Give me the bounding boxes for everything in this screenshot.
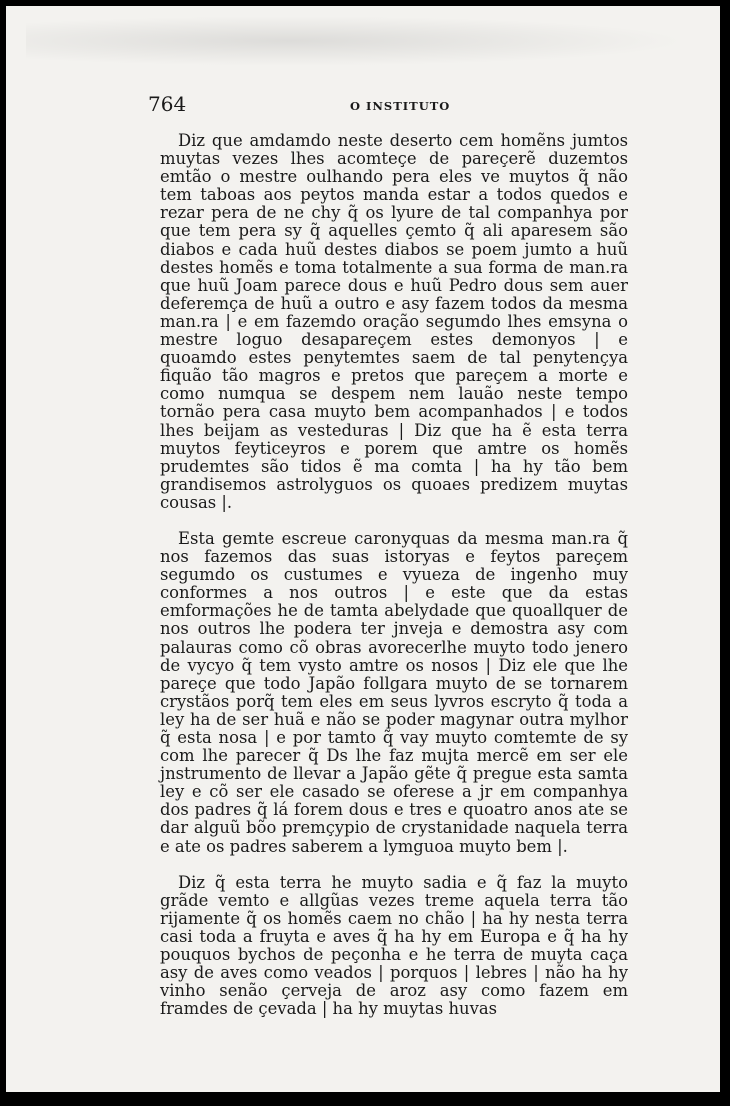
paragraph-2: Esta gemte escreue caronyquas da mesma man.ra q̃ nos fazemos das suas istoryas e feytos pareçem segumdo os custumes e vyueza de ingenho muy conformes a nos outros | e este que da estas emformações he de tamta abelydade que quoallquer de nos outros lhe podera ter jnveja e demostra asy com palauras como cõ obras avorecerlhe muyto todo jenero de vycyo q̃ tem vysto amtre os nosos | Diz ele que lhe pareçe que todo Japão follgara muyto de se tornarem crystãos porq̃ tem eles em seus lyvros escryto q̃ toda a ley ha de ser huã e não se poder magynar outra mylhor q̃ esta nosa | e por tamto q̃ vay muyto comtemte de sy com lhe parecer q̃ Ds lhe faz mujta mercẽ em ser ele jnstrumento de llevar a Japão gẽte q̃ pregue esta samta ley e cõ ser ele casado se oferese a jr em companhya dos padres q̃ lá forem dous e tres e quoatro anos ate se dar alguũ bõo premçypio de crystanidade naquela terra e ate os padres saberem a lymguoa muyto bem |. <box>160 528 628 856</box>
body-text <box>160 132 628 1018</box>
running-title: O INSTITUTO <box>350 99 451 113</box>
page-number: 764 <box>148 92 187 116</box>
paragraph-3: Diz q̃ esta terra he muyto sadia e q̃ faz la muyto grãde vemto e allgũas vezes treme aquela terra tão rijamente q̃ os homẽs caem no chão | ha hy nesta terra casi toda a fruyta e aves q̃ ha hy em Europa e q̃ ha hy pouquos bychos de peçonha e he terra de muyta caça asy de aves como veados | porquos | lebres | não ha hy vinho senão çerveja de aroz asy como fazem em framdes de çevada | ha hy muytas huvas <box>160 872 628 1019</box>
scan-smudge <box>26 16 686 66</box>
running-head <box>0 90 730 118</box>
paragraph-1: Diz que amdamdo neste deserto cem homẽns jumtos muytas vezes lhes acomteçe de pareçerẽ duzemtos emtão o mestre oulhando pera eles ve muytos q̃ não tem taboas aos peytos manda estar a todos quedos e rezar pera de ne chy q̃ os lyure de tal companhya por que tem pera sy q̃ aquelles çemto q̃ ali aparesem são diabos e cada huũ destes diabos se poem jumto a huũ destes homẽs e toma totalmente a sua forma de man.ra que huũ Joam parece dous e huũ Pedro dous sem auer deferemça de huũ a outro e asy fazem todos da mesma man.ra | e em fazemdo oração segumdo lhes emsyna o mestre loguo desapareçem estes demonyos | e quoamdo estes penytemtes saem de tal penytençya fiquão tão magros e pretos que pareçem a morte e como numqua se despem nem lauão neste tempo tornão pera casa muyto bem acompanhados | e todos lhes beijam as vesteduras | Diz que ha ẽ esta terra muytos feyticeyros e porem que amtre os homẽs prudemtes são tidos ẽ ma comta | ha hy tão bem grandisemos astrolyguos os quoaes predizem muytas cousas |. <box>160 131 628 512</box>
